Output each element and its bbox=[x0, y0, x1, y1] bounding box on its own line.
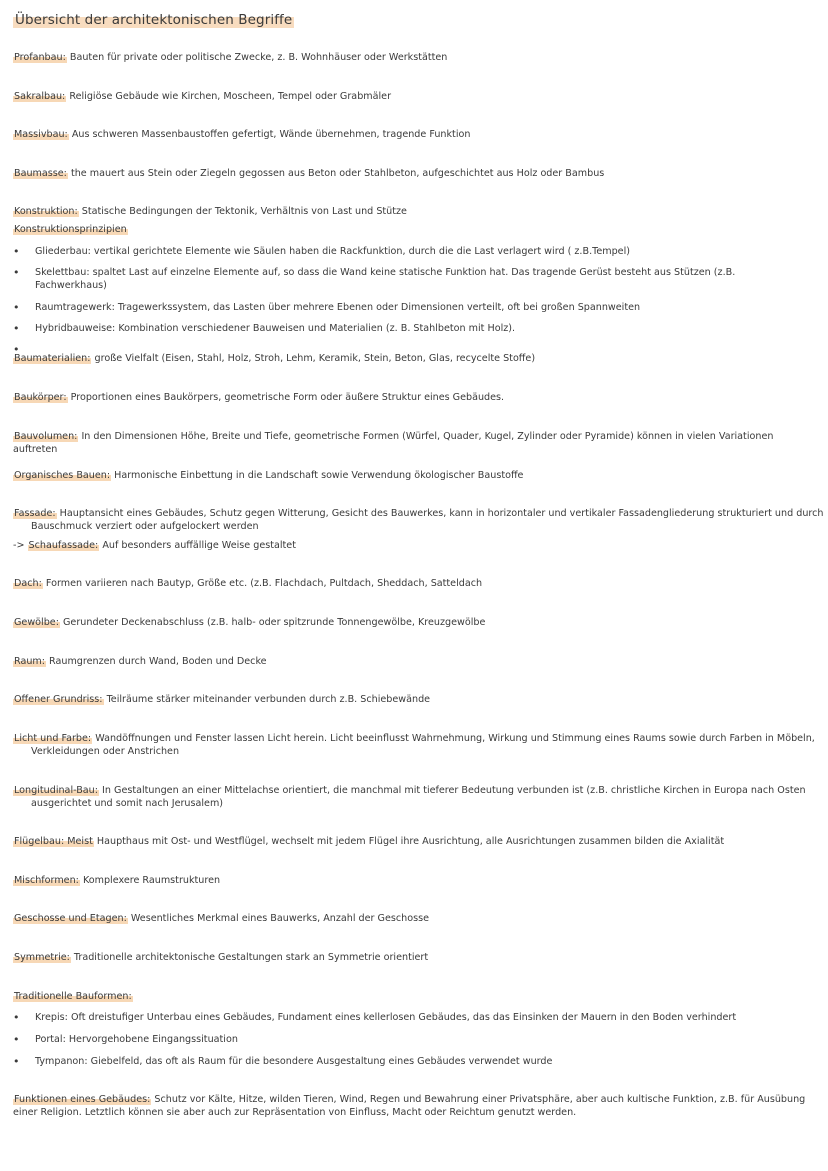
entry-massivbau bbox=[13, 128, 470, 141]
definition: Traditionelle architektonische Gestaltungen stark an Symmetrie orientiert bbox=[70, 952, 429, 963]
term: Sakralbau: bbox=[14, 91, 66, 102]
entry-konstruktion bbox=[13, 205, 407, 218]
traditionell-bullet-list bbox=[13, 1011, 803, 1068]
entry-sakralbau bbox=[13, 90, 391, 103]
definition: Teilräume stärker miteinander verbunden durch z.B. Schiebewände bbox=[103, 694, 431, 705]
term: Fassade: bbox=[14, 508, 56, 519]
entry-offener-grundriss bbox=[13, 693, 430, 706]
definition: große Vielfalt (Eisen, Stahl, Holz, Stroh, Lehm, Keramik, Stein, Beton, Glas, recycelte Stoffe) bbox=[91, 353, 536, 364]
term: Organisches Bauen: bbox=[14, 470, 111, 481]
document-page bbox=[13, 12, 824, 1118]
term: Licht und Farbe: bbox=[14, 733, 92, 744]
entry-funktionen-eines-gebaeudes bbox=[13, 1093, 813, 1119]
list-item: • Krepis: Oft dreistufiger Unterbau eines Gebäudes, Fundament eines kellerlosen Gebäudes, das das Einsinken der Mauern in den Boden verhindert bbox=[13, 1011, 803, 1024]
entry-licht-und-farbe bbox=[13, 732, 828, 758]
entry-dach bbox=[13, 577, 482, 590]
definition: Schutz vor Kälte, Hitze, wilden Tieren, Wind, Regen und Bewahrung einer Privatsphäre, aber auch kultische Funktion, z.B. für Ausübung einer Religion. Letztlich können sie aber auch zur Repräsentation von Einfluss, Macht oder Reichtum genutzt werden. bbox=[13, 1094, 806, 1118]
entry-geschosse-und-etagen bbox=[13, 912, 429, 925]
entry-traditionelle-bauformen bbox=[13, 990, 133, 1003]
definition: Gerundeter Deckenabschluss (z.B. halb- oder spitzrunde Tonnengewölbe, Kreuzgewölbe bbox=[59, 617, 486, 628]
definition: Komplexere Raumstrukturen bbox=[79, 875, 221, 886]
term: Funktionen eines Gebäudes: bbox=[14, 1094, 151, 1105]
list-item: • Gliederbau: vertikal gerichtete Elemente wie Säulen haben die Rackfunktion, durch die die Last verlagert wird ( z.B.Tempel) bbox=[13, 245, 803, 258]
entry-bauvolumen bbox=[13, 430, 813, 456]
definition: Auf besonders auffällige Weise gestaltet bbox=[99, 540, 296, 551]
entry-fluegelbau bbox=[13, 835, 724, 848]
entry-longitudinal-bau bbox=[13, 784, 828, 810]
entry-konstruktionsprinzipien bbox=[13, 223, 128, 236]
term: Flügelbau: Meist bbox=[14, 836, 93, 847]
definition: Proportionen eines Baukörpers, geometrische Form oder äußere Struktur eines Gebäudes. bbox=[67, 392, 505, 403]
list-item: • Skelettbau: spaltet Last auf einzelne Elemente auf, so dass die Wand keine statische Funktion hat. Das tragende Gerüst besteht aus Stützen (z.B. Fachwerkhaus) bbox=[13, 266, 803, 292]
definition: Harmonische Einbettung in die Landschaft sowie Verwendung ökologischer Baustoffe bbox=[111, 470, 524, 481]
term: Baumasse: bbox=[14, 168, 67, 179]
term: Bauvolumen: bbox=[14, 431, 78, 442]
konstruktion-bullet-list bbox=[13, 245, 803, 343]
entry-organisches-bauen bbox=[13, 469, 523, 482]
term: Profanbau: bbox=[14, 52, 66, 63]
term: Massivbau: bbox=[14, 129, 68, 140]
term: Baukörper: bbox=[14, 392, 67, 403]
definition: Haupthaus mit Ost- und Westflügel, wechselt mit jedem Flügel ihre Ausrichtung, alle Ausrichtungen zusammen bilden die Axialität bbox=[93, 836, 725, 847]
definition: Statische Bedingungen der Tektonik, Verhältnis von Last und Stütze bbox=[78, 206, 407, 217]
term: Longitudinal-Bau: bbox=[14, 785, 98, 796]
entry-mischformen bbox=[13, 874, 220, 887]
entry-fassade bbox=[13, 507, 828, 533]
definition: Bauten für private oder politische Zwecke, z. B. Wohnhäuser oder Werkstätten bbox=[66, 52, 448, 63]
term: Dach: bbox=[14, 578, 42, 589]
definition: In Gestaltungen an einer Mittelachse orientiert, die manchmal mit tieferer Bedeutung verbunden ist (z.B. christliche Kirchen in Europa nach Osten ausgerichtet und somit nach Jerusalem) bbox=[31, 785, 806, 809]
list-item: • Raumtragewerk: Tragewerkssystem, das Lasten über mehrere Ebenen oder Dimensionen verteilt, oft bei großen Spannweiten bbox=[13, 301, 803, 314]
entry-baukoerper bbox=[13, 391, 504, 404]
entry-symmetrie bbox=[13, 951, 428, 964]
definition: In den Dimensionen Höhe, Breite und Tiefe, geometrische Formen (Würfel, Quader, Kugel, Zylinder oder Pyramide) können in vielen Variationen auftreten bbox=[13, 431, 774, 455]
list-item: • Tympanon: Giebelfeld, das oft als Raum für die besondere Ausgestaltung eines Gebäudes verwendet wurde bbox=[13, 1055, 803, 1068]
term: Gewölbe: bbox=[14, 617, 59, 628]
term: Konstruktionsprinzipien bbox=[14, 224, 127, 235]
term: Geschosse und Etagen: bbox=[14, 913, 127, 924]
definition: Raumgrenzen durch Wand, Boden und Decke bbox=[46, 656, 267, 667]
term: Raum: bbox=[14, 656, 45, 667]
term: Baumaterialien: bbox=[14, 353, 91, 364]
definition: Wandöffnungen und Fenster lassen Licht herein. Licht beeinflusst Wahrnehmung, Wirkung und Stimmung eines Raums sowie durch Farben in Möbeln, Verkleidungen oder Anstrichen bbox=[31, 733, 815, 757]
definition: Religiöse Gebäude wie Kirchen, Moscheen, Tempel oder Grabmäler bbox=[66, 91, 392, 102]
definition: Hauptansicht eines Gebäudes, Schutz gegen Witterung, Gesicht des Bauwerkes, kann in horizontaler und vertikaler Fassadengliederung strukturiert und durch Bauschmuck verziert oder aufgelockert werden bbox=[31, 508, 824, 532]
term: Traditionelle Bauformen: bbox=[14, 991, 132, 1002]
page-title: Übersicht der architektonischen Begriffe bbox=[15, 12, 293, 28]
term: Konstruktion: bbox=[14, 206, 78, 217]
term: Schaufassade: bbox=[28, 540, 99, 551]
entry-schaufassade bbox=[13, 539, 296, 552]
list-item: • Hybridbauweise: Kombination verschiedener Bauweisen und Materialien (z. B. Stahlbeton mit Holz). bbox=[13, 322, 803, 335]
term: Mischformen: bbox=[14, 875, 79, 886]
entry-gewoelbe bbox=[13, 616, 485, 629]
term: Offener Grundriss: bbox=[14, 694, 103, 705]
arrow-marker: -> bbox=[13, 540, 25, 551]
entry-baumaterialien bbox=[13, 352, 535, 365]
definition: the mauert aus Stein oder Ziegeln gegossen aus Beton oder Stahlbeton, aufgeschichtet aus Holz oder Bambus bbox=[67, 168, 605, 179]
definition: Formen variieren nach Bautyp, Größe etc. (z.B. Flachdach, Pultdach, Sheddach, Satteldach bbox=[42, 578, 483, 589]
list-item: • Portal: Hervorgehobene Eingangssituation bbox=[13, 1033, 803, 1046]
definition: Aus schweren Massenbaustoffen gefertigt, Wände übernehmen, tragende Funktion bbox=[68, 129, 471, 140]
entry-raum bbox=[13, 655, 267, 668]
definition: Wesentliches Merkmal eines Bauwerks, Anzahl der Geschosse bbox=[127, 913, 429, 924]
entry-baumasse bbox=[13, 167, 604, 180]
term: Symmetrie: bbox=[14, 952, 70, 963]
entry-profanbau bbox=[13, 51, 447, 64]
